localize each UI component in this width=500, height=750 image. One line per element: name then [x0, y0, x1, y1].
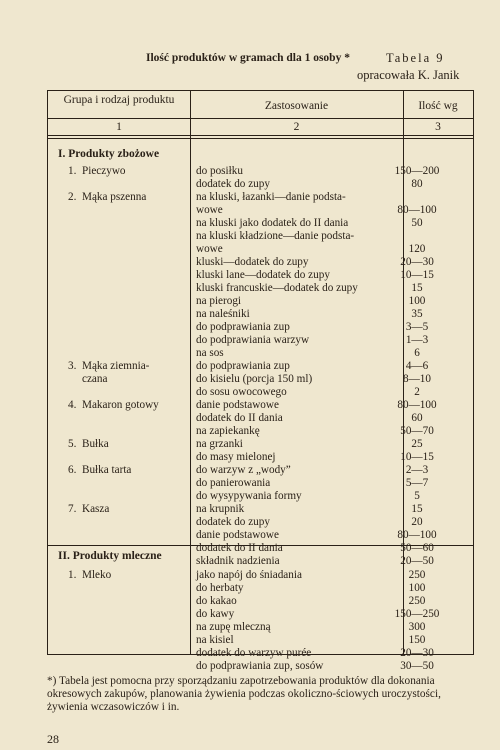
- group-number: 3.: [68, 360, 77, 372]
- amount-cell: 8—10: [403, 373, 431, 385]
- usage-cell: do sosu owocowego: [196, 386, 287, 398]
- usage-cell: na sos: [196, 347, 224, 359]
- usage-cell: na kisiel: [196, 634, 234, 646]
- group-number: 4.: [68, 399, 77, 411]
- usage-cell: do posiłku: [196, 165, 243, 177]
- amount-cell: 150: [408, 634, 426, 646]
- amount-cell: 3—5: [405, 321, 429, 333]
- product-group: [68, 191, 146, 204]
- header-group: Grupa i rodzaj produktu: [63, 94, 175, 106]
- usage-cell: do podprawiania zup: [196, 321, 290, 333]
- amount-cell: 80—100: [397, 399, 437, 411]
- group-name: czana: [82, 373, 108, 385]
- group-number: 1.: [68, 165, 77, 177]
- usage-cell: dodatek do warzyw purée: [196, 647, 312, 659]
- usage-cell: do warzyw z „wody”: [196, 464, 291, 476]
- header-divider: [48, 135, 473, 136]
- group-name: Bułka: [82, 438, 109, 450]
- table-caption: Ilość produktów w gramach dla 1 osoby *: [146, 52, 350, 64]
- usage-cell: do podprawiania zup: [196, 360, 290, 372]
- page-number: 28: [47, 732, 59, 746]
- usage-cell: do kawy: [196, 608, 235, 620]
- usage-cell: na kluski jako dodatek do II dania: [196, 217, 349, 229]
- usage-cell: na zapiekankę: [196, 425, 260, 437]
- usage-cell: do podprawiania warzyw: [196, 334, 310, 346]
- amount-cell: 2—3: [405, 464, 429, 476]
- amount-cell: 80: [411, 178, 423, 190]
- group-name: Bułka tarta: [82, 464, 132, 476]
- amount-cell: 4—6: [405, 360, 429, 372]
- group-number: 1.: [68, 569, 77, 581]
- group-name: Mleko: [82, 569, 112, 581]
- usage-cell: kluski francuskie—dodatek do zupy: [196, 282, 358, 294]
- amount-cell: 150—200: [394, 165, 440, 177]
- group-number: 7.: [68, 503, 77, 515]
- amount-cell: 2: [414, 386, 420, 398]
- group-number: 5.: [68, 438, 77, 450]
- amount-cell: 300: [408, 621, 426, 633]
- product-group: [68, 360, 149, 386]
- group-name: Mąka ziemnia-: [82, 360, 150, 372]
- amount-cell: 20—50: [400, 555, 434, 567]
- amount-cell: 80—100: [397, 529, 437, 541]
- usage-cell: do podprawiania zup, sosów: [196, 660, 324, 672]
- footnote: *) Tabela jest pomocna przy sporządzaniu zapotrzebowania produktów dla dokonania okresowych zakupów, planowania żywienia podczas okoliczno-ściowych uroczystości, żywienia wczasowiczów i in.: [47, 675, 441, 713]
- group-name: Mąka pszenna: [82, 191, 147, 203]
- usage-cell: do kisielu (porcja 150 ml): [196, 373, 313, 385]
- amount-cell: 150—250: [394, 608, 440, 620]
- amount-cell: 10—15: [400, 451, 434, 463]
- section-title-cereals: I. Produkty zbożowe: [58, 148, 160, 160]
- usage-cell: dodatek do zupy: [196, 178, 270, 190]
- group-number: 6.: [68, 464, 77, 476]
- product-group: [68, 438, 109, 451]
- usage-cell: danie podstawowe: [196, 399, 279, 411]
- header-divider: [48, 118, 473, 119]
- group-name: Makaron gotowy: [82, 399, 159, 411]
- header-usage: Zastosowanie: [264, 100, 329, 112]
- amount-cell: 20: [411, 516, 423, 528]
- usage-cell: wowe: [196, 243, 223, 255]
- amount-cell: 1—3: [405, 334, 429, 346]
- usage-cell: na kluski kładzione—danie podsta-: [196, 230, 355, 242]
- amount-cell: 30—50: [400, 660, 434, 672]
- product-group: [68, 399, 159, 412]
- amount-cell: 10—15: [400, 269, 434, 281]
- header-num-3: 3: [435, 121, 441, 133]
- amount-cell: 50—60: [400, 542, 434, 554]
- usage-cell: na zupę mleczną: [196, 621, 271, 633]
- usage-cell: danie podstawowe: [196, 529, 279, 541]
- column-divider: [190, 91, 191, 654]
- amount-cell: 20—30: [400, 256, 434, 268]
- amount-cell: 50: [411, 217, 423, 229]
- amount-cell: 5: [414, 490, 420, 502]
- amount-cell: 5—7: [405, 477, 429, 489]
- usage-cell: na grzanki: [196, 438, 243, 450]
- usage-cell: na krupnik: [196, 503, 245, 515]
- usage-cell: na naleśniki: [196, 308, 250, 320]
- amount-cell: 250: [408, 595, 426, 607]
- usage-cell: do panierowania: [196, 477, 271, 489]
- table-author: opracowała K. Janik: [357, 68, 460, 82]
- usage-cell: na pierogi: [196, 295, 242, 307]
- usage-cell: do wysypywania formy: [196, 490, 302, 502]
- usage-cell: do masy mielonej: [196, 451, 276, 463]
- usage-cell: kluski—dodatek do zupy: [196, 256, 309, 268]
- product-group: [68, 165, 126, 178]
- usage-cell: kluski lane—dodatek do zupy: [196, 269, 330, 281]
- usage-cell: dodatek do zupy: [196, 516, 270, 528]
- table-number: Tabela 9: [386, 51, 445, 65]
- usage-cell: składnik nadzienia: [196, 555, 280, 567]
- amount-cell: 80—100: [397, 204, 437, 216]
- amount-cell: 50—70: [400, 425, 434, 437]
- amount-cell: 35: [411, 308, 423, 320]
- amount-cell: 25: [411, 438, 423, 450]
- group-number: 2.: [68, 191, 77, 203]
- amount-cell: 100: [408, 295, 426, 307]
- usage-cell: do herbaty: [196, 582, 244, 594]
- header-num-2: 2: [293, 121, 300, 133]
- section-title-dairy: II. Produkty mleczne: [58, 550, 162, 562]
- product-group: [68, 464, 131, 477]
- header-amount: Ilość wg: [418, 100, 458, 112]
- usage-cell: jako napój do śniadania: [196, 569, 302, 581]
- usage-cell: na kluski, łazanki—danie podsta-: [196, 191, 346, 203]
- amount-cell: 6: [414, 347, 420, 359]
- usage-cell: dodatek do II dania: [196, 542, 283, 554]
- usage-cell: dodatek do II dania: [196, 412, 283, 424]
- amount-cell: 20—30: [400, 647, 434, 659]
- amount-cell: 250: [408, 569, 426, 581]
- amount-cell: 120: [408, 243, 426, 255]
- group-name: Kasza: [82, 503, 110, 515]
- product-group: [68, 503, 109, 516]
- product-group: [68, 569, 111, 582]
- amount-cell: 100: [408, 582, 426, 594]
- header-num-1: 1: [116, 121, 122, 133]
- group-name: Pieczywo: [82, 165, 126, 177]
- amount-cell: 60: [411, 412, 423, 424]
- amount-cell: 15: [411, 503, 423, 515]
- header-divider: [48, 138, 473, 139]
- usage-cell: do kakao: [196, 595, 237, 607]
- amount-cell: 15: [411, 282, 423, 294]
- usage-cell: wowe: [196, 204, 223, 216]
